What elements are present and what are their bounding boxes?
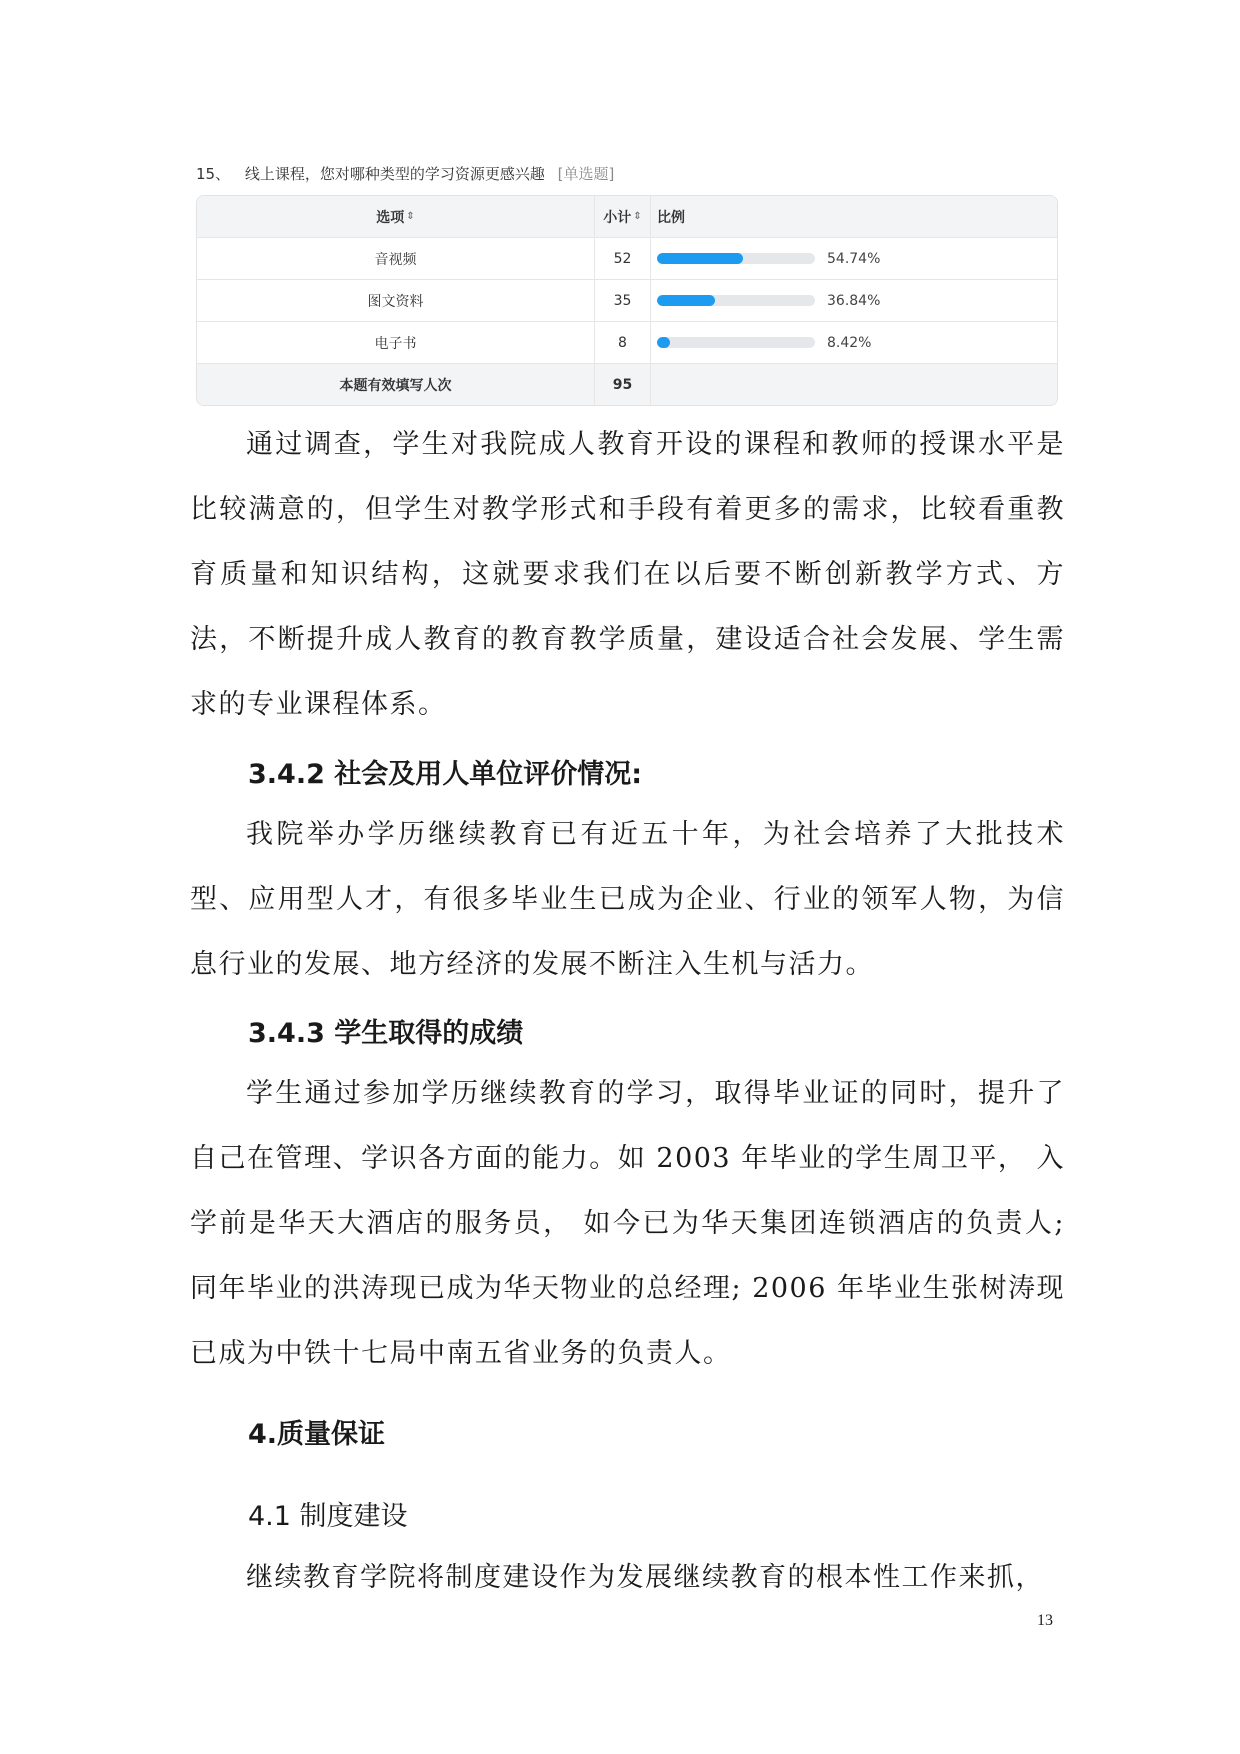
table-footer-row bbox=[197, 363, 1057, 405]
question-type-tag: [单选题] bbox=[557, 165, 615, 183]
table-row bbox=[197, 279, 1057, 321]
survey-question-title bbox=[196, 163, 614, 184]
option-count: 8 bbox=[595, 322, 651, 363]
page-number: 13 bbox=[1037, 1612, 1053, 1629]
paragraph-system-construction: 继续教育学院将制度建设作为发展继续教育的根本性工作来抓， bbox=[246, 1562, 1044, 1593]
paragraph-survey-conclusion: 通过调查，学生对我院成人教育开设的课程和教师的授课水平是比较满意的，但学生对教学形式和手段有着更多的需求，比较看重教育质量和知识结构，这就要求我们在以后要不断创新教学方式、方法，不断提升成人教育的教育教学质量，建设适合社会发展、学生需求的专业课程体系。 bbox=[190, 429, 1065, 720]
ratio-bar-fill bbox=[657, 337, 670, 348]
paragraph-employer-evaluation: 我院举办学历继续教育已有近五十年，为社会培养了大批技术型、应用型人才，有很多毕业生已成为企业、行业的领军人物，为信息行业的发展、地方经济的发展不断注入生机与活力。 bbox=[190, 819, 1065, 980]
option-count: 35 bbox=[595, 280, 651, 321]
header-count[interactable]: 小计 ⇕ bbox=[595, 196, 651, 237]
sort-icon: ⇕ bbox=[406, 211, 415, 222]
ratio-percent: 36.84% bbox=[827, 292, 881, 309]
ratio-bar bbox=[657, 337, 815, 348]
ratio-bar bbox=[657, 253, 815, 264]
ratio-percent: 8.42% bbox=[827, 334, 872, 351]
footer-label: 本题有效填写人次 bbox=[197, 364, 595, 405]
ratio-bar-fill bbox=[657, 253, 743, 264]
ratio-percent: 54.74% bbox=[827, 250, 881, 267]
section-heading-4: 4.质量保证 bbox=[248, 1419, 386, 1450]
paragraph-student-achievements: 学生通过参加学历继续教育的学习，取得毕业证的同时，提升了自己在管理、学识各方面的能力。如 2003 年毕业的学生周卫平， 入学前是华天大酒店的服务员， 如今已为华天集团连锁酒店的负责人; 同年毕业的洪涛现已成为华天物业的总经理; 2006 年毕业生张树涛现已成为中铁十七局中南五省业务的负责人。 bbox=[190, 1078, 1065, 1369]
ratio-bar-fill bbox=[657, 295, 715, 306]
question-text: 线上课程，您对哪种类型的学习资源更感兴趣 bbox=[244, 165, 545, 183]
option-label: 音视频 bbox=[197, 238, 595, 279]
option-label: 图文资料 bbox=[197, 280, 595, 321]
section-heading-3-4-2: 3.4.2 社会及用人单位评价情况: bbox=[248, 759, 643, 790]
table-row bbox=[197, 237, 1057, 279]
table-header-row bbox=[197, 196, 1057, 237]
survey-result-table bbox=[196, 195, 1058, 406]
question-number: 15、 bbox=[196, 165, 231, 183]
section-heading-3-4-3: 3.4.3 学生取得的成绩 bbox=[248, 1018, 524, 1049]
header-option[interactable]: 选项 ⇕ bbox=[197, 196, 595, 237]
table-row bbox=[197, 321, 1057, 363]
option-count: 52 bbox=[595, 238, 651, 279]
ratio-bar bbox=[657, 295, 815, 306]
footer-count: 95 bbox=[595, 364, 651, 405]
header-ratio: 比例 bbox=[657, 209, 685, 226]
section-heading-4-1: 4.1 制度建设 bbox=[248, 1501, 408, 1532]
sort-icon: ⇕ bbox=[633, 211, 642, 222]
option-label: 电子书 bbox=[197, 322, 595, 363]
